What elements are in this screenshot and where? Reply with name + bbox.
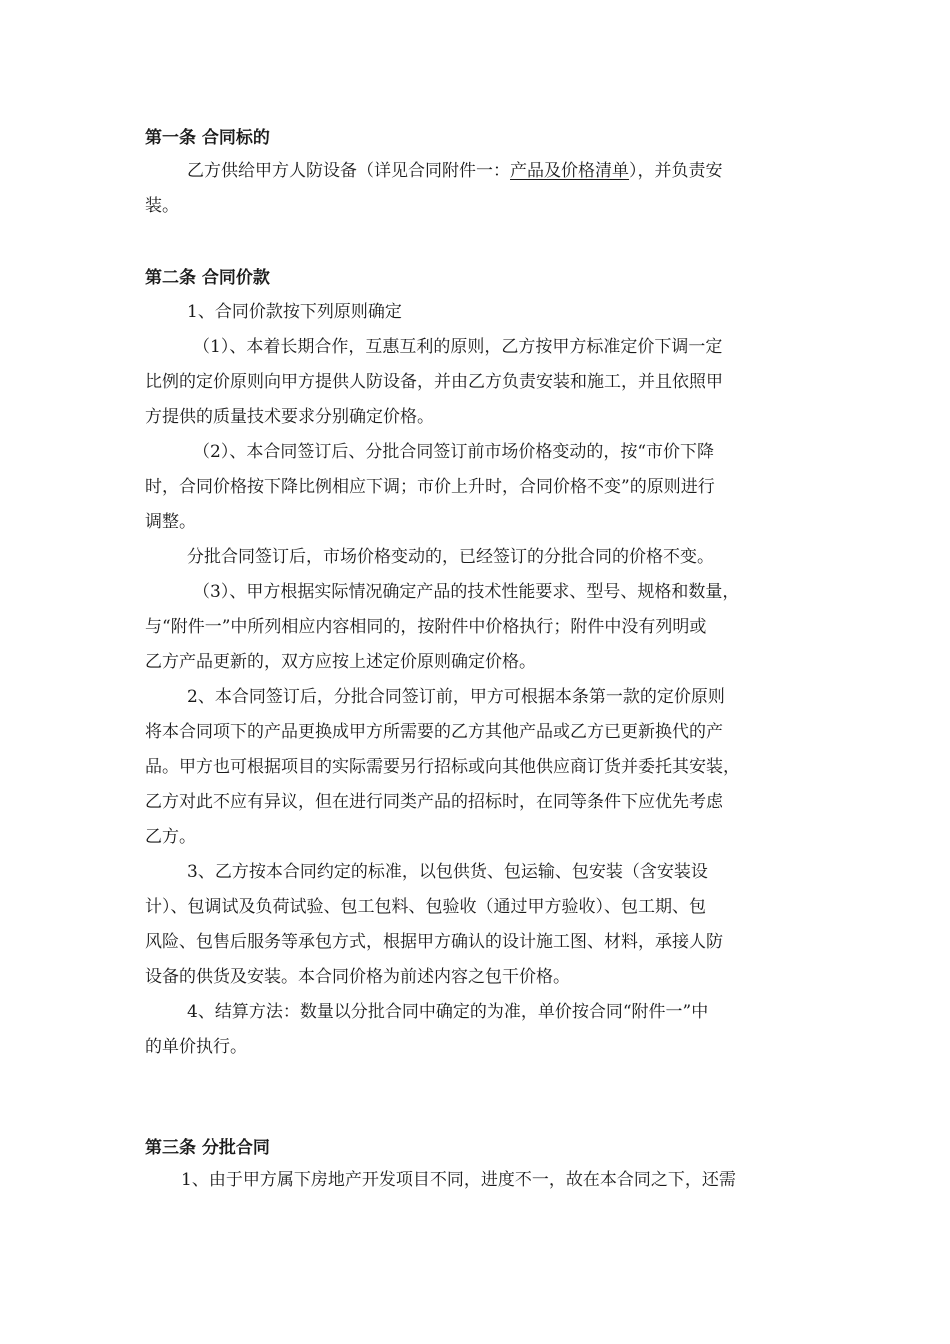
article-3-item-1-line-1: 1、由于甲方属下房地产开发项目不同，进度不一，故在本合同之下，还需 <box>181 1170 736 1190</box>
article-3-body <box>145 1163 810 1198</box>
sub-1-line-1: （1）、本着长期合作，互惠互利的原则，乙方按甲方标准定价下调一定 <box>193 337 723 357</box>
article-1-body <box>145 154 810 224</box>
article-1-text-a: 乙方供给甲方人防设备（详见合同附件一： <box>187 161 510 181</box>
sub-2-line-3: 调整。 <box>145 512 196 532</box>
sub-1-line-2: 比例的定价原则向甲方提供人防设备，并由乙方负责安装和施工，并且依照甲 <box>145 372 723 392</box>
item-2-line-4: 乙方对此不应有异议，但在进行同类产品的招标时，在同等条件下应优先考虑 <box>145 792 723 812</box>
sub-2-line-2: 时，合同价格按下降比例相应下调；市价上升时，合同价格不变”的原则进行 <box>145 477 715 497</box>
sub-1-line-3: 方提供的质量技术要求分别确定价格。 <box>145 407 434 427</box>
item-4-line-2: 的单价执行。 <box>145 1037 247 1057</box>
sub-2-note: 分批合同签订后，市场价格变动的，已经签订的分批合同的价格不变。 <box>187 547 714 567</box>
item-1-title: 1、合同价款按下列原则确定 <box>187 302 402 322</box>
article-1-heading: 第一条 合同标的 <box>145 128 270 148</box>
item-2-line-1: 2、本合同签订后，分批合同签订前，甲方可根据本条第一款的定价原则 <box>187 687 725 707</box>
item-2-line-5: 乙方。 <box>145 827 196 847</box>
item-2-line-2: 将本合同项下的产品更换成甲方所需要的乙方其他产品或乙方已更新换代的产 <box>145 722 723 742</box>
item-4-line-1: 4、结算方法：数量以分批合同中确定的为准，单价按合同“附件一”中 <box>187 1002 709 1022</box>
item-3-line-2: 计）、包调试及负荷试验、包工包料、包验收（通过甲方验收）、包工期、包 <box>145 897 706 917</box>
article-1-line-1 <box>145 154 810 189</box>
article-1-line-2: 装。 <box>145 196 179 216</box>
article-3-heading: 第三条 分批合同 <box>145 1138 270 1158</box>
item-3-line-3: 风险、包售后服务等承包方式，根据甲方确认的设计施工图、材料，承接人防 <box>145 932 723 952</box>
sub-2-line-1: （2）、本合同签订后、分批合同签订前市场价格变动的，按“市价下降 <box>193 442 715 462</box>
sub-3-line-3: 乙方产品更新的，双方应按上述定价原则确定价格。 <box>145 652 536 672</box>
sub-3-line-2: 与“附件一”中所列相应内容相同的，按附件中价格执行；附件中没有列明或 <box>145 617 707 637</box>
sub-3-line-1: （3）、甲方根据实际情况确定产品的技术性能要求、型号、规格和数量， <box>193 582 740 602</box>
attachment-reference: 产品及价格清单 <box>510 161 629 181</box>
item-3-line-4: 设备的供货及安装。本合同价格为前述内容之包干价格。 <box>145 967 570 987</box>
item-2-line-3: 品。甲方也可根据项目的实际需要另行招标或向其他供应商订货并委托其安装， <box>145 757 740 777</box>
article-1-text-b: ），并负责安 <box>629 161 723 181</box>
article-2-heading: 第二条 合同价款 <box>145 268 270 288</box>
article-2-body <box>145 295 810 1065</box>
item-3-line-1: 3、乙方按本合同约定的标准，以包供货、包运输、包安装（含安装设 <box>187 862 708 882</box>
